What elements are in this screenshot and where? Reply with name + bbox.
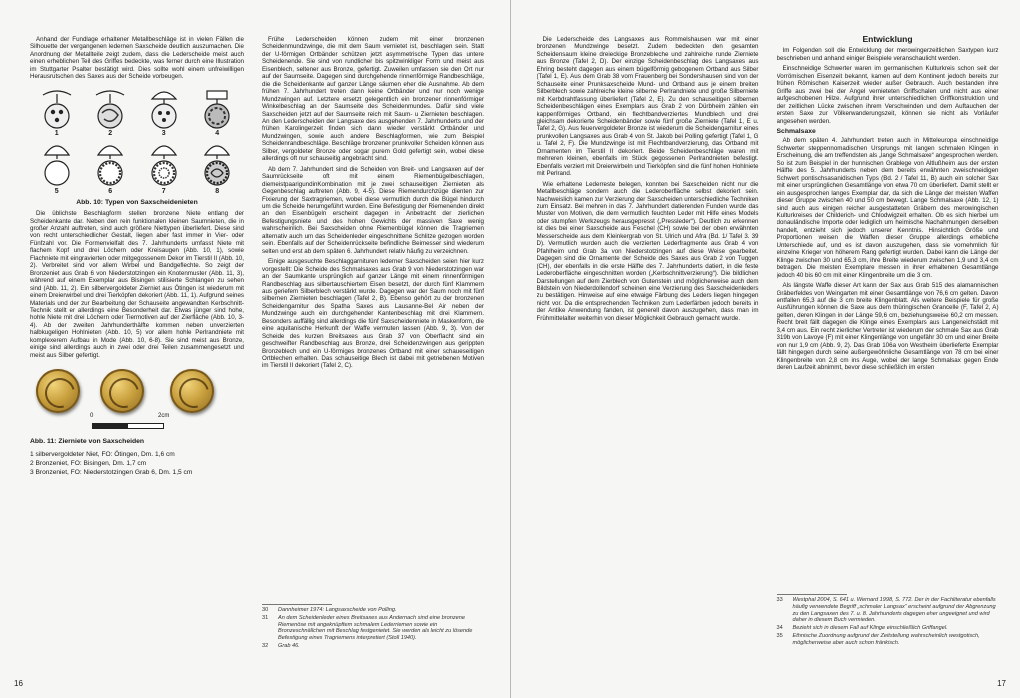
figure-11-caption: Abb. 11: Zierniete von Saxscheiden	[30, 438, 145, 446]
body-paragraph: Die Lederscheide des Langsaxes aus Rommelshausen war mit einer bronzenen Mundzwinge besetzt. Zudem bedeckten den gesamten Scheidensaum kleine dreieckige Bronzebleche und zahlreiche runde Zierniete aus Bronze (Tafel 2, D). Der einzige Scheidenbeschlag des Langsaxes aus Ehring besteht dagegen aus einem bügelförmig gebogenem Ortband aus Silber (Tafel 1, E). Aus dem Grab 38 vom Frauenberg bei Sondershausen sind von der Schauseite einer Prunksaxscheide Mund- und Ortband aus je einem breiten Silberblech sowie zahlreiche kleine silberne Perlrandniete und große Silberniete mit Kerbdrahtfassung überliefert (Tafel 2, E). Zu den schauseitigen silbernen Scheidenbeschlägen eines Exemplars aus Grab 2 von Dürbheim zählen ein kappenförmiges Ortband, ein flechtbandverziertes Mundblech und drei gleichsam dekorierte Scheidenbänder sowie fünf große Zierniete (Tafel 1, E u. Tafel 2, G). Aus feuervergoldeter Bronze ist wiederum die Scheidengarnitur eines prunkvollen Langsaxes aus Grab 4 von St. Jakob bei Polling gefertigt (Tafel 1, G u. Tafel 2, F). Die Mundzwinge ist mit Flechtbandverzierung, das Ortband mit Ornamenten im Tierstil II dekoriert. Beide Scheidenbeschläge waren mit mehreren kleinen, ebenfalls im Stück gegossenen Perlrandnieten befestigt. Ebenfalls verziert mit Dreierwirbeln und Tierköpfen sind die fünf hohen Hohlniete mit Perlrand.	[536, 36, 759, 178]
rivet-number: 1	[54, 129, 59, 137]
figure-10	[30, 85, 244, 196]
left-footnotes	[262, 607, 484, 651]
right-column-1	[537, 36, 759, 636]
figure-11	[30, 365, 244, 435]
rivet-type-1	[30, 85, 84, 137]
rivet-number: 8	[215, 188, 220, 196]
right-page	[511, 0, 1020, 698]
rivet-type-6	[84, 139, 138, 195]
body-paragraph: Im Folgenden soll die Entwicklung der merowingerzeitlichen Saxtypen kurz beschrieben und anhand einiger Beispiele veranschaulicht werden.	[776, 47, 999, 62]
right-footnotes	[777, 597, 999, 648]
section-heading: Entwicklung	[862, 36, 913, 44]
page-number-right: 17	[997, 679, 1006, 688]
rivet-5-drawing	[37, 139, 77, 187]
left-column-2	[262, 36, 484, 601]
right-column-2	[777, 36, 999, 591]
rivet-3-drawing	[144, 85, 184, 129]
footnote: 31 An dem Scheidenleder eines Breitsaxes aus Andernach sind eine bronzene Riemenöse mit angeknüpftem schmalem Lederriemen sowie ein Bronzeschnällchen mit Beschlag festgenietet. Sie werden als leicht zu lösende Befestigung eines Tragriemens interpretiert (Stoll 1940).	[262, 614, 473, 642]
rivet-1-drawing	[37, 85, 77, 129]
footnote: 34 Bezieht sich in diesem Fall auf Klinge einschließlich Griffangel.	[776, 625, 948, 632]
footnote-rule	[262, 604, 332, 605]
scale-end-label: 2cm	[158, 413, 170, 420]
rivet-type-5	[30, 139, 84, 195]
figure-10-caption: Abb. 10: Typen von Saxscheidenieten	[76, 198, 198, 206]
rivet-number: 4	[215, 129, 220, 137]
rivet-number: 7	[161, 188, 166, 196]
rivet-type-3	[137, 85, 191, 137]
rivet-7-drawing	[144, 139, 184, 187]
body-paragraph: Ab dem 7. Jahrhundert sind die Scheiden von Breit- und Langsaxen auf der Saumrückseite oft mit einem Riemenbügelbeschlagen, diemeistpaarigundinKombination mit je zwei schauseitigen Ziernieten als Gegenbeschlag auftreten (Abb. 9, 4-5). Diese Riemendurchzüge dienten zur Fixierung der Saxtragriemen, wobei diese vermutlich durch die Bügel hindurch um die Scheide herumgeführt wurden. Eine Befestigung der Riemenenden direkt an den Eisenbügeln erscheint dagegen in Anbetracht der zierlichen Befestigungsniete und des hohen Gewichts der massiven Saxe wenig wahrscheinlich. Bei Saxscheiden ohne Riemenbügel können die Tragriemen alternativ auch um das Scheidenleder eingeschnittene Schlitze gezogen worden sein. Ebenfalls auf der Scheidenrückseite befindliche Beimesser sind wiederum selten und erst ab dem späten 6. Jahrhundert relativ häufig zu verzeichnen.	[262, 165, 484, 255]
rivet-6-drawing	[90, 139, 130, 187]
intro-paragraph: Anhand der Fundlage erhaltener Metallbeschläge ist in vielen Fällen die Silhouette der vergangenen ledernen Saxscheide deutlich auszumachen. Die Anordnung der Metallteile zeigt zudem, dass die Lederscheide meist auch einen erheblichen Teil des Griffes bedeckte, was ferner durch eine Illustration im Stuttgarter Psalter bestätigt wird. Dies sollte wohl einem unfreiwilligen Herausrutschen des Saxes aus der Scheide vorbeugen.	[30, 36, 244, 81]
coin-3-image	[170, 369, 214, 413]
footnote: 32 Grab 46.	[262, 642, 300, 649]
subsection-heading: Schmalsaxe	[776, 127, 816, 135]
scale-bar	[92, 423, 164, 429]
rivet-type-7	[137, 139, 191, 195]
footnote: 33 Westphal 2004, S. 641 u. Wernard 1998, S. 772. Der in der Fachliteratur ebenfalls häufig verwendete Begriff „schmaler Langsax“ erscheint aufgrund der Abgrenzung zu den Langsaxen des 7. u. 8. Jahrhunderts dagegen eher ungeeignet und wird daher in diesem Buch vermieden.	[776, 597, 996, 624]
body-paragraph: Ab dem späten 4. Jahrhundert treten auch in Mitteleuropa einschneidige Schwerter steppennomadischen Ursprungs mit langen schmalen Klingen in Erscheinung, die am treffendsten als „lange Schmalsaxe“ angesprochen werden. So ist zum Beispiel in der hunnischen Grablege von Altlußheim aus der ersten Hälfte des 5. Jahrhunderts neben dem bereits erwähnten zweischneidigen Schwert pontischsasanidischen Typs (Bd. 2 / Tafel 11, B) auch ein solcher Sax mit einer ursprünglichen Gesamtlänge von etwa 70 cm überliefert. Damit stellt er ein ausgesprochen langes Exemplar dar, da sich die Länge der meisten Waffen dieser Gruppe zwischen 40 und 50 cm bewegt. Lange Schmalsaxe (Abb. 12, 1) sind auch aus einigen reicher ausgestatteten Gräbern des merowingischen Kulturkreises der Childerich- und Chlodwigzeit erhalten. Ob es sich hierbei um donauländische Importe oder lediglich um heimische Nachahmungen derselben handelt, entzieht sich jedoch unserer Kenntnis. Hinsichtlich Größe und Proportionen weisen die Waffen dieser Gruppe allerdings erhebliche Unterschiede auf, und es ist davon auszugehen, dass sie vornehmlich für einzelne Krieger von höherem Rang gefertigt wurden. Dabei kann die Länge der Klinge zwischen 30 und 65,3 cm, ihre Breite wiederum zwischen 1,9 und 3,4 cm betragen. Die meisten Exemplare messen in ihrer erhaltenen Gesamtlänge jedoch 40 bis 60 cm mit einer Klingenbreite um die 3 cm.	[776, 137, 999, 279]
rivet-type-2	[84, 85, 138, 137]
figure-11-item: 1 silbervergoldeter Niet, FO: Ötingen, Dm. 1,6 cm	[30, 450, 175, 458]
rivet-8-drawing	[197, 139, 237, 187]
coin-1-image	[36, 369, 80, 413]
rivet-number: 5	[54, 188, 59, 196]
rivet-number: 6	[108, 188, 113, 196]
footnote-rule	[777, 594, 847, 595]
rivet-number: 2	[108, 129, 113, 137]
body-paragraph: Die üblichste Beschlagform stellen bronzene Niete entlang der Scheidenkante dar. Neben den rein funktionalen kleinen Saumnieten, die in großer Anzahl auftreten, sind auch größere Niettypen überliefert. Diese sind von recht unterschiedlicher Gestalt, liegen aber fast immer in Vier- oder Fünfzahl vor. Die Formenvielfalt des 7. Jahrhunderts umfasst Niete mit flachem Kopf und drei Löchern oder Kreisaugen (Abb. 10, 1), sowie Flachniete mit eingravierten oder mitgegossenem Dekor im Tierstil II (Abb. 10, 2). Verbreitet sind vor allem Wirbel und Bandgeflechte. So zeigt der Bronzeniet aus Grab 6 von Niederstotzingen ein Knotenmuster (Abb. 11, 3), während auf einem Exemplar aus Bisingen stilisierte Schlangen zu sehen sind (Abb. 11, 2). Ein silbervergoldeter Zierniet aus Ötingen ist wiederum mit einem Dreierwirbel und drei Tierköpfen dekoriert (Abb. 11, 1). Aufgrund seines Materials und der zur Bearbeitung der Schauseite angewandten Kerbschnitt-Technik stellt er allerdings eine Besonderheit dar. Etwas jünger sind hohe, hohle Niete mit drei Löchern oder Tiermotiven auf der Zierfläche (Abb. 10, 3-4). Ab der zweiten Jahrhunderthälfte kommen neben unverzierten halbkugeligen Hohlnieten (Abb. 10, 5) vor allem hohle Perlrandniete mit komplexerem Aufbau in Mode (Abb. 10, 6-8). Sie sind meist aus Bronze, einige sind allerdings auch in zwei oder drei Teilen zusammengesetzt und meist aus Silber gefertigt.	[30, 210, 244, 359]
figure-11-list	[30, 450, 244, 477]
rivet-2-drawing	[90, 85, 130, 129]
body-paragraph: Einschneidige Schwerter waren im germanischen Kulturkreis schon seit der Vorrömischen Eisenzeit bekannt, kamen auf dem Kontinent jedoch bereits zur frühen Römischen Kaiserzeit wieder außer Gebrauch. Auch bestanden ihre Griffe aus zwei bei der Angel vernieteten Griffschalen und nicht aus einer aufgeschobenen Hilze. Aufgrund ihrer unterschiedlichen Griffkonstruktion und der zeitlichen Lücke zwischen ihrem Verschwinden und dem Auftauchen der ersten Saxe zur Völkerwanderungszeit, können sie nicht als Vorläufer angesehen werden.	[776, 65, 999, 125]
body-paragraph: Wie erhaltene Lederreste belegen, konnten bei Saxscheiden nicht nur die Metallbeschläge sondern auch die Lederoberfläche selbst dekoriert sein. Nachweislich kamen zur Verzierung der Saxscheiden unterschiedliche Techniken zum Einsatz. Bei mehren in das 7. Jahrhundert datierenden Funden wurde das Muster von Motiven, die dem vermutlich feuchten Leder mit Hilfe eines Models oder stumpfen Werkzeugs herausgepresst („Pressleder“). Deutlich zu erkennen ist dies bei einer Saxscheide aus Feschel (CH) sowie bei der oben erwähnten Messerscheide aus dem Kleinkergrab von St. Ulrich und Afra (Bd. 1/ Tafel 3. 39 D). Vermutlich wurden auch die verzierten Lederfragmente aus Grab 4 von Pfahlheim und Grab 3a von Niederstotzingen auf diese Weise gearbeitet. Dagegen sind die Ornamente der Scheide des Saxes aus Grab 2 von Tuggen (CH), der ebenfalls in die erste Hälfte des 7. Jahrhunderts datiert, in die feste Lederoberfläche eingeschnitten worden („Kerbschnittverzierung“). Die bildlichen Darstellungen auf dem Zierblech von Gutenstein und möglicherweise auch dem Bildstein von Niederdollendorf scheinen eine Verzierung des Saxscheidenleders zu bestätigen. Hinweise auf eine etwaige Färbung des Leders liegen hingegen nicht vor. Da die entsprechenden Techniken zum Lederfärben jedoch bereits in der Antike Anwendung fanden, ist generell davon auszugehen, dass man im Frühmittelalter weiterhin von dieser Möglichkeit Gebrauch gemacht wurde.	[536, 180, 759, 322]
footnote: 30 Dannheimer 1974: Langsaxscheide von Polling.	[262, 607, 397, 613]
body-paragraph: Frühe Lederscheiden können zudem mit einer bronzenen Scheidenmundzwinge, die mit dem Saum vernietet ist, beschlagen sein. Statt der U-förmigen Ortbänder schützen jetzt asymmetrische Typen das untere Scheidenende. Sie sind von rundlicher bis spitzwinkliger Form und meist aus Eisenblech, seltener aus Bronze, gefertigt. Zuweilen umfassen sie den Ort nur auf der Saumseite. Dagegen sind durchgehende rinnenförmige Randbeschläge, die die Scheidenkante auf ganzer Länge säumen eher die Ausnahme. Ab dem frühen 7. Jahrhundert treten dann keine Ortbänder und nur noch wenige Mundzwingen auf. Letztere ersetzt gelegentlich ein bronzener rinnenförmiger Winkelbeschlag an der Saumseite des Scheidenmundes. Dafür sind viele Saxscheiden jetzt auf der Saumseite reich mit Saum- u Ziernieten beschlagen. An den Lederscheiden der Langsaxe des ausgehenden 7. Jahrhunderts und der frühen Karolingerzeit finden sich dann wieder verstärkt Ortbänder und Mundzwingen, sowie auch andere Beschlagformen, wie zum Beispiel Scheidenrandbeschläge. Beschläge bronzener prunkvoller Scheiden können aus Silber, vergoldeter Bronze oder sogar purem Gold gefertigt sein, wobei diese allerdings oft nur schauseitig angebracht sind.	[262, 36, 484, 163]
body-paragraph: Einige ausgesuchte Beschlaggarnituren lederner Saxscheiden seien hier kurz vorgestellt: Die Scheide des Schmalsaxes aus Grab 9 von Niederstotzingen war an der Saumkante ursprünglich auf ganzer Länge mit einem rinnenförmigen Randbeschlag aus silbertauschiertem Eisen besetzt, der durch fünf Klammern aus geriefem Silberblech verstärkt wurde. Dagegen war der Saum noch mit fünf silbernen Ziernieten beschlagen (Tafel 2, B). Ebenso gehört zu der bronzenen Scheidengarnitur des Spatha Saxes aus Lausanne-Bel Air neben der Mundzwinge auch ein durchgehender Kantenbeschlag mit drei Klammern. Besonders auffällig sind allerdings die fünf Saxscheidenniete in Maskenform, die eine aquitanische Herkunft der Waffe vermuten lassen (Abb. 9, 3). Von der Scheide des kurzen Breitsaxes aus Grab 37 von Oberflacht sind ein geschweifter Randbeschlag aus Bronze, drei Scheidenzwingen aus gerippten Bronzeblech und ein U-förmiges bronzenes Ortband mit einer schaueseitigen Ortblechen erhalten. Das schauseitige Blech ist dabei mit getriebenen Motiven im Tierstil II dekoriert (Tafel 2, C).	[262, 258, 484, 370]
page-number-left: 16	[14, 679, 23, 688]
footnote: 35 Ethnische Zuordnung aufgrund der Zeitstellung wahrscheinlich westgotisch, möglicherweise aber auch schon fränkisch.	[776, 632, 980, 646]
body-paragraph: Als längste Waffe dieser Art kann der Sax aus Grab 515 des alamannischen Gräberfeldes von Weingarten mit einer Gesamtlänge von 76,6 cm gelten. Davon entfallen 65,3 auf die 3 cm breite Klingenblatt. Als weitere Beispiele für große Ausführungen können die Saxe aus dem thüringischen Grancelle (F, Tafel 2, A) gelten, deren Klingen in der Länge 59,6 cm, beziehungsweise 60,2 cm messen. Recht breit fällt dagegen die Klinge eines Exemplars aus Langeneichstädt mit 3,4 cm aus. Ein recht zierlicher Vertreter ist wiederum der schmale Sax aus Grab 319b von Lavoye (F) mit einer Klingenlänge von ungefähr 30 cm und einer Breite von nur 1,9 cm (Abb. 9, 2). Das Grab 106a von Westheim überlieferte Exemplar fällt hingegen durch seine außergewöhnliche Gesamtlänge von 78 cm bei einer Klingenbreite von 2,8 cm ins Auge, wobei der lange Schmalsax gegen Ende deren Laufzeit abnimmt, bevor diese schließlich im ersten	[776, 282, 999, 372]
rivet-type-4	[191, 85, 245, 137]
left-column-1	[30, 36, 244, 636]
rivet-type-8	[191, 139, 245, 195]
scale-start-label: 0	[90, 413, 94, 420]
rivet-4-drawing	[197, 85, 237, 129]
figure-11-item: 2 Bronzeniet, FO: Bisingen, Dm. 1,7 cm	[30, 459, 147, 467]
figure-11-item: 3 Bronzeniet, FO: Niederstotzingen Grab 6, Dm. 1,5 cm	[30, 468, 193, 476]
rivet-number: 3	[161, 129, 166, 137]
coin-2-image	[100, 369, 144, 413]
